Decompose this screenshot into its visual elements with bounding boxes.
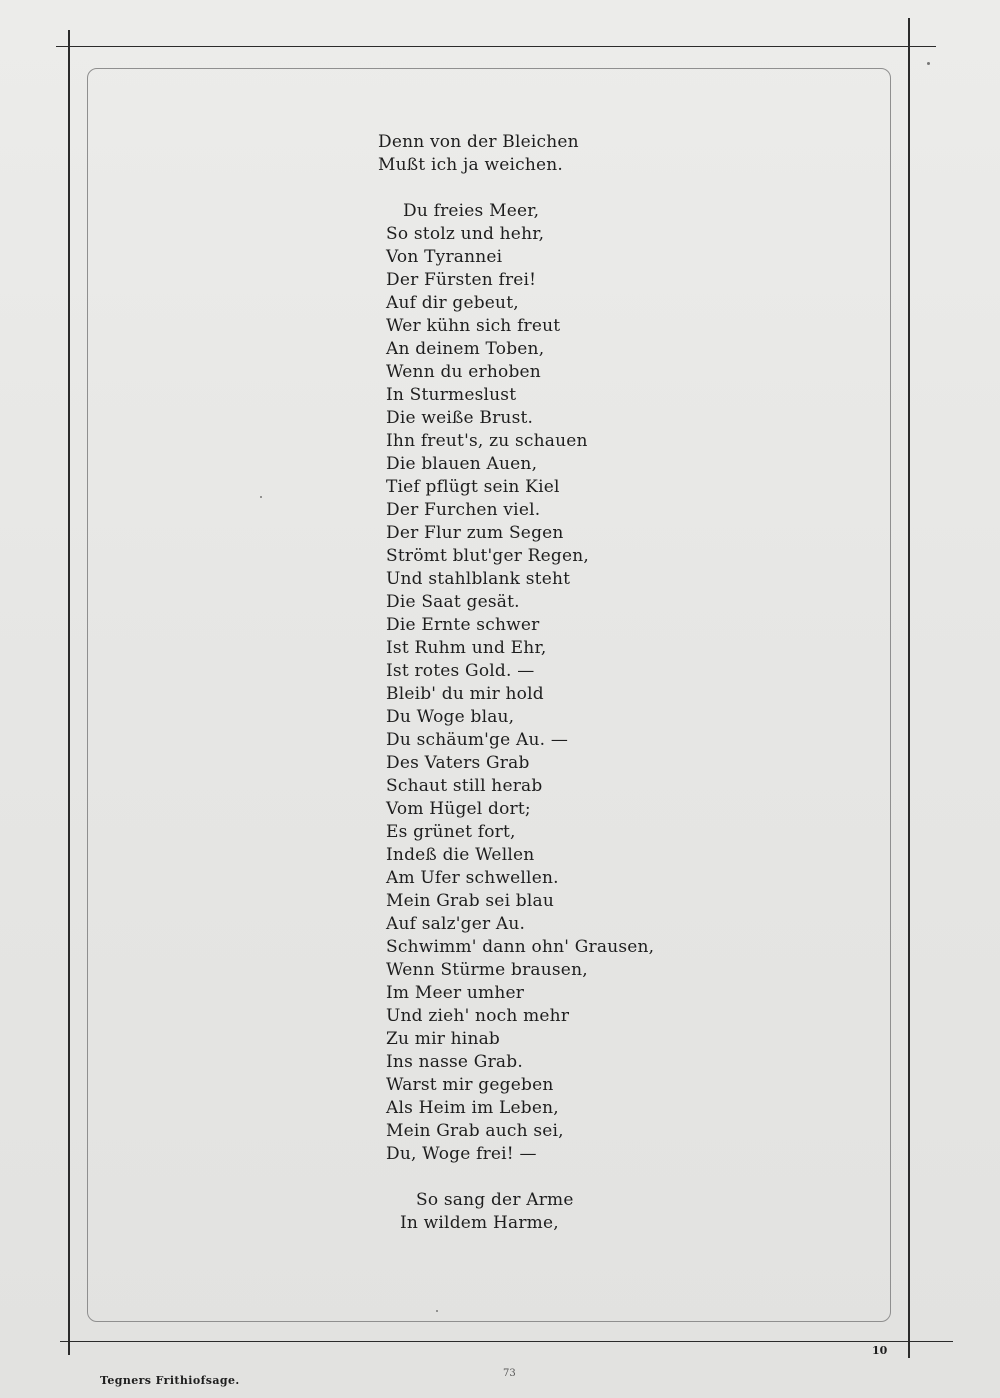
poem-line: Der Fürsten frei!	[386, 270, 537, 290]
poem-line: An deinem Toben,	[386, 339, 545, 359]
poem-line: Wenn du erhoben	[386, 362, 541, 382]
poem-line: Indeß die Wellen	[386, 845, 535, 865]
poem-line: Du, Woge frei! —	[386, 1144, 537, 1164]
poem-line: Ihn freut's, zu schauen	[386, 431, 588, 451]
poem-line: Ist rotes Gold. —	[386, 661, 535, 681]
poem-line: Warst mir gegeben	[386, 1075, 554, 1095]
poem-line: Ins nasse Grab.	[386, 1052, 523, 1072]
poem-line: Du schäum'ge Au. —	[386, 730, 569, 750]
crop-line-right	[908, 18, 910, 1358]
poem-line: Mein Grab auch sei,	[386, 1121, 564, 1141]
poem-line: Schaut still herab	[386, 776, 543, 796]
poem-line: Du Woge blau,	[386, 707, 515, 727]
poem-line: Schwimm' dann ohn' Grausen,	[386, 937, 655, 957]
poem-line: Der Furchen viel.	[386, 500, 541, 520]
crop-line-left	[68, 30, 70, 1355]
poem-line: Und stahlblank steht	[386, 569, 571, 589]
poem-line: Auf salz'ger Au.	[386, 914, 526, 934]
poem-line: Vom Hügel dort;	[386, 799, 531, 819]
poem-line: In wildem Harme,	[400, 1213, 559, 1233]
poem-line: Wenn Stürme brausen,	[386, 960, 588, 980]
crop-line-bottom	[60, 1341, 953, 1342]
poem-line: Die weiße Brust.	[386, 408, 534, 428]
poem-line: Mein Grab sei blau	[386, 891, 555, 911]
poem-line: Von Tyrannei	[386, 247, 503, 267]
poem-line: Tief pflügt sein Kiel	[386, 477, 560, 497]
poem-line: Mußt ich ja weichen.	[378, 155, 563, 175]
poem-line: Es grünet fort,	[386, 822, 516, 842]
poem-text	[358, 131, 778, 1235]
paper-speck	[436, 1310, 438, 1312]
crop-line-top	[56, 46, 936, 47]
paper-speck	[927, 62, 930, 65]
poem-line: Strömt blut'ger Regen,	[386, 546, 589, 566]
poem-line: Zu mir hinab	[386, 1029, 501, 1049]
poem-line: Ist Ruhm und Ehr,	[386, 638, 547, 658]
poem-line: In Sturmeslust	[386, 385, 517, 405]
footer-book-title: Tegners Frithiofsage.	[100, 1374, 240, 1387]
poem-line: So stolz und hehr,	[386, 224, 545, 244]
poem-line: Die Ernte schwer	[386, 615, 540, 635]
poem-line: Am Ufer schwellen.	[386, 868, 559, 888]
poem-line: Und zieh' noch mehr	[386, 1006, 570, 1026]
poem-line: Die Saat gesät.	[386, 592, 520, 612]
paper-speck	[260, 496, 262, 498]
poem-line: Der Flur zum Segen	[386, 523, 564, 543]
sheet-number: 73	[503, 1368, 516, 1379]
poem-line: Bleib' du mir hold	[386, 684, 544, 704]
poem-line: Des Vaters Grab	[386, 753, 530, 773]
poem-line: Wer kühn sich freut	[386, 316, 561, 336]
poem-line: So sang der Arme	[416, 1190, 574, 1210]
poem-line: Du freies Meer,	[403, 201, 540, 221]
poem-line: Im Meer umher	[386, 983, 525, 1003]
poem-line: Die blauen Auen,	[386, 454, 538, 474]
poem-line: Auf dir gebeut,	[386, 293, 519, 313]
poem-line: Denn von der Bleichen	[378, 132, 579, 152]
page-number: 10	[872, 1344, 888, 1357]
poem-line: Als Heim im Leben,	[386, 1098, 559, 1118]
